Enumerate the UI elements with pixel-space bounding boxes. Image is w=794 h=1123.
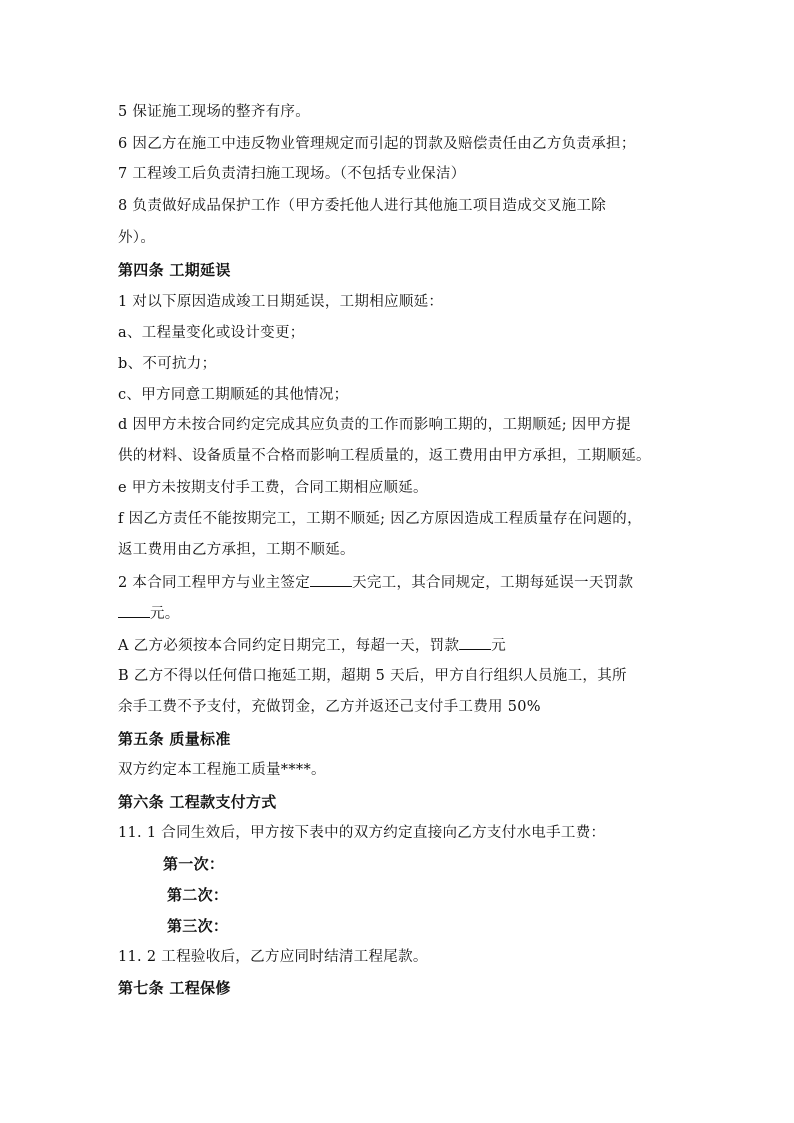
delay-item-e: e 甲方未按期支付手工费，合同工期相应顺延。: [118, 480, 428, 496]
delay-item-a: a、工程量变化或设计变更；: [118, 325, 305, 341]
delay-item-b: b、不可抗力；: [118, 356, 217, 372]
payment-item-11-2: 11. 2 工程验收后，乙方应同时结清工程尾款。: [118, 949, 428, 965]
quality-text: 双方约定本工程施工质量****。: [118, 762, 326, 778]
delay-item-2-text-c: 元。: [150, 606, 180, 622]
delay-item-2-text-b: 天完工，其合同规定，工期每延误一天罚款: [352, 575, 634, 591]
delay-item-A-text: A 乙方必须按本合同约定日期完工，每超一天，罚款: [118, 638, 460, 654]
clause-8-cont: 外）。: [118, 230, 156, 246]
delay-item-2-text-a: 2 本合同工程甲方与业主签定: [118, 575, 311, 591]
delay-item-A-unit: 元: [491, 638, 507, 654]
delay-item-2-cont: [118, 603, 180, 624]
delay-item-f: f 因乙方责任不能按期完工，工期不顺延; 因乙方原因造成工程质量存在问题的，: [118, 511, 642, 527]
delay-item-f-cont: 返工费用由乙方承担，工期不顺延。: [118, 542, 355, 558]
delay-item-A: [118, 635, 506, 656]
delay-item-B-cont: 余手工费不予支付，充做罚金，乙方并返还己支付手工费用 50%: [118, 699, 541, 715]
daily-penalty-blank: [459, 635, 491, 650]
delay-item-c: c、甲方同意工期顺延的其他情况；: [118, 387, 349, 403]
payment-second: 第二次：: [167, 886, 229, 904]
delay-item-d: d 因甲方未按合同约定完成其应负责的工作而影响工期的，工期顺延; 因甲方提: [118, 417, 631, 433]
delay-item-B: B 乙方不得以任何借口拖延工期，超期 5 天后，甲方自行组织人员施工，其所: [118, 668, 627, 684]
clause-5: 5 保证施工现场的整齐有序。: [118, 104, 311, 120]
clause-8: 8 负责做好成品保护工作（甲方委托他人进行其他施工项目造成交叉施工除: [118, 198, 607, 214]
payment-third: 第三次：: [167, 917, 229, 935]
article-4-heading: 第四条 工期延误: [118, 261, 231, 279]
penalty-blank: [118, 603, 150, 618]
payment-item-11-1: 11. 1 合同生效后，甲方按下表中的双方约定直接向乙方支付水电手工费：: [118, 825, 606, 841]
delay-item-2: [118, 572, 633, 593]
clause-7: 7 工程竣工后负责清扫施工现场。（不包括专业保洁）: [118, 166, 466, 182]
article-5-heading: 第五条 质量标准: [118, 730, 231, 748]
delay-item-1: 1 对以下原因造成竣工日期延误，工期相应顺延：: [118, 294, 444, 310]
article-7-heading: 第七条 工程保修: [118, 979, 231, 997]
clause-6: 6 因乙方在施工中违反物业管理规定而引起的罚款及赔偿责任由乙方负责承担；: [118, 136, 636, 152]
delay-item-d-cont: 供的材料、设备质量不合格而影响工程质量的，返工费用由甲方承担，工期顺延。: [118, 448, 651, 464]
days-blank: [310, 572, 352, 587]
article-6-heading: 第六条 工程款支付方式: [118, 793, 277, 811]
payment-first: 第一次：: [163, 855, 225, 873]
